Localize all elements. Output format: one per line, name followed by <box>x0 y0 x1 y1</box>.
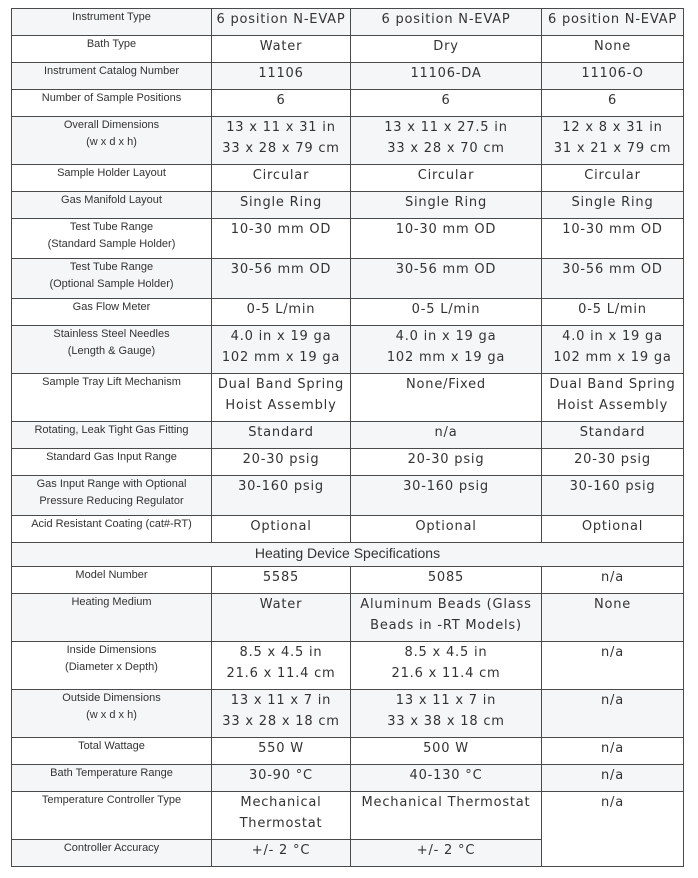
label-catalog-number: Instrument Catalog Number <box>12 63 212 90</box>
cell-manifold-1: Single Ring <box>212 192 351 219</box>
cell-positions-3: 6 <box>542 90 684 117</box>
cell-catalog-3: 11106-O <box>542 63 684 90</box>
cell-medium-1-line1: Water <box>259 597 303 612</box>
cell-medium-2-line1: Aluminum Beads (Glass <box>360 597 532 612</box>
cell-gas-std-3: 20-30 psig <box>542 449 684 476</box>
cell-bath-2: Dry <box>351 36 542 63</box>
cell-bath-1: Water <box>212 36 351 63</box>
label-outside-dimensions-line1: Outside Dimensions <box>62 692 161 704</box>
label-gas-input-optional-line2: Pressure Reducing Regulator <box>39 495 184 507</box>
cell-inside-1-in: 8.5 x 4.5 in <box>239 645 323 660</box>
row-total-wattage <box>12 738 684 765</box>
cell-dims-3-cm: 31 x 21 x 79 cm <box>553 141 672 156</box>
cell-manifold-2: Single Ring <box>351 192 542 219</box>
label-overall-dimensions-line1: Overall Dimensions <box>63 119 160 131</box>
cell-needles-2 <box>351 326 542 374</box>
cell-controller-1-line2: Thermostat <box>239 816 323 831</box>
label-inside-dimensions-line1: Inside Dimensions <box>66 644 157 656</box>
cell-inside-2-cm: 21.6 x 11.4 cm <box>391 666 501 681</box>
cell-temp-1: 30-90 °C <box>212 765 351 792</box>
cell-controller-3-line1: n/a <box>601 795 624 810</box>
cell-accuracy-2: +/- 2 °C <box>351 840 542 867</box>
cell-temp-3: n/a <box>542 765 684 792</box>
cell-wattage-3: n/a <box>542 738 684 765</box>
label-gas-input-standard: Standard Gas Input Range <box>12 449 212 476</box>
label-test-tube-standard <box>12 219 212 259</box>
cell-catalog-1: 11106 <box>212 63 351 90</box>
row-model-number <box>12 567 684 594</box>
cell-medium-1 <box>212 594 351 642</box>
label-stainless-needles-line2: (Length & Gauge) <box>67 345 156 357</box>
label-stainless-needles <box>12 326 212 374</box>
label-heating-medium: Heating Medium <box>12 594 212 642</box>
label-inside-dimensions-line2: (Diameter x Depth) <box>65 661 158 673</box>
label-outside-dimensions-line2: (w x d x h) <box>86 709 137 721</box>
cell-outside-1-cm: 33 x 28 x 18 cm <box>222 714 340 729</box>
label-instrument-type: Instrument Type <box>12 9 212 36</box>
heating-section-title: Heating Device Specifications <box>12 543 684 567</box>
row-heating-section <box>12 543 684 567</box>
cell-medium-2 <box>351 594 542 642</box>
cell-gas-std-2: 20-30 psig <box>351 449 542 476</box>
cell-lift-3-line2: Hoist Assembly <box>556 398 669 413</box>
cell-lift-3-line1: Dual Band Spring <box>549 377 676 392</box>
label-tray-lift: Sample Tray Lift Mechanism <box>12 374 212 422</box>
label-test-tube-optional <box>12 259 212 299</box>
cell-flow-3: 0-5 L/min <box>542 299 684 326</box>
cell-holder-3: Circular <box>542 165 684 192</box>
row-bath-temperature <box>12 765 684 792</box>
cell-needles-3 <box>542 326 684 374</box>
label-gas-input-optional-line1: Gas Input Range with Optional <box>36 478 187 490</box>
cell-needles-3-in: 4.0 in x 19 ga <box>562 329 663 344</box>
cell-lift-1 <box>212 374 351 422</box>
cell-controller-2-line1: Mechanical Thermostat <box>361 795 531 810</box>
cell-coating-1: Optional <box>212 516 351 543</box>
cell-inside-3 <box>542 642 684 690</box>
cell-dims-2-in: 13 x 11 x 27.5 in <box>384 120 508 135</box>
row-stainless-needles <box>12 326 684 374</box>
cell-tube-opt-1: 30-56 mm OD <box>212 259 351 299</box>
label-controller-type: Temperature Controller Type <box>12 792 212 840</box>
label-test-tube-optional-line2: (Optional Sample Holder) <box>49 278 174 290</box>
label-model-number: Model Number <box>12 567 212 594</box>
cell-needles-2-mm: 102 mm x 19 ga <box>386 350 506 365</box>
row-test-tube-standard <box>12 219 684 259</box>
cell-tube-std-2: 10-30 mm OD <box>351 219 542 259</box>
row-test-tube-optional <box>12 259 684 299</box>
cell-dims-2 <box>351 117 542 165</box>
row-gas-input-optional <box>12 476 684 516</box>
cell-positions-1: 6 <box>212 90 351 117</box>
row-gas-flow-meter <box>12 299 684 326</box>
cell-gas-opt-1: 30-160 psig <box>212 476 351 516</box>
cell-outside-2-in: 13 x 11 x 7 in <box>395 693 497 708</box>
cell-medium-2-line2: Beads in -RT Models) <box>370 618 522 633</box>
label-overall-dimensions-line2: (w x d x h) <box>86 136 137 148</box>
label-inside-dimensions <box>12 642 212 690</box>
cell-positions-2: 6 <box>351 90 542 117</box>
row-inside-dimensions <box>12 642 684 690</box>
row-gas-input-standard <box>12 449 684 476</box>
cell-coating-2: Optional <box>351 516 542 543</box>
cell-outside-3-line1: n/a <box>601 693 624 708</box>
cell-tube-opt-3: 30-56 mm OD <box>542 259 684 299</box>
label-gas-input-optional <box>12 476 212 516</box>
row-sample-holder-layout <box>12 165 684 192</box>
cell-inside-2-in: 8.5 x 4.5 in <box>404 645 488 660</box>
cell-dims-1 <box>212 117 351 165</box>
label-overall-dimensions <box>12 117 212 165</box>
cell-model-3: n/a <box>542 567 684 594</box>
cell-holder-1: Circular <box>212 165 351 192</box>
cell-bath-3: None <box>542 36 684 63</box>
cell-outside-2 <box>351 690 542 738</box>
cell-lift-1-line1: Dual Band Spring <box>217 377 345 392</box>
row-bath-type <box>12 36 684 63</box>
spec-table <box>11 8 684 867</box>
cell-lift-2-line1: None/Fixed <box>406 377 486 392</box>
cell-needles-1 <box>212 326 351 374</box>
cell-gas-opt-2: 30-160 psig <box>351 476 542 516</box>
cell-controller-1-line1: Mechanical <box>240 795 322 810</box>
cell-controller-1 <box>212 792 351 840</box>
label-gas-flow-meter: Gas Flow Meter <box>12 299 212 326</box>
label-controller-accuracy: Controller Accuracy <box>12 840 212 867</box>
cell-lift-3 <box>542 374 684 422</box>
cell-dims-3 <box>542 117 684 165</box>
cell-dims-1-cm: 33 x 28 x 79 cm <box>222 141 340 156</box>
cell-type-1: 6 position N-EVAP <box>212 9 351 36</box>
cell-accuracy-1: +/- 2 °C <box>212 840 351 867</box>
cell-needles-3-mm: 102 mm x 19 ga <box>553 350 672 365</box>
cell-fitting-2: n/a <box>351 422 542 449</box>
cell-needles-1-mm: 102 mm x 19 ga <box>221 350 341 365</box>
cell-dims-2-cm: 33 x 28 x 70 cm <box>387 141 505 156</box>
cell-inside-1-cm: 21.6 x 11.4 cm <box>226 666 336 681</box>
cell-inside-1 <box>212 642 351 690</box>
label-bath-temperature: Bath Temperature Range <box>12 765 212 792</box>
cell-controller-3 <box>542 792 684 867</box>
label-outside-dimensions <box>12 690 212 738</box>
cell-catalog-2: 11106-DA <box>351 63 542 90</box>
cell-inside-3-line1: n/a <box>601 645 624 660</box>
label-sample-positions: Number of Sample Positions <box>12 90 212 117</box>
row-outside-dimensions <box>12 690 684 738</box>
row-tray-lift <box>12 374 684 422</box>
cell-outside-2-cm: 33 x 38 x 18 cm <box>387 714 505 729</box>
cell-tube-std-3: 10-30 mm OD <box>542 219 684 259</box>
cell-flow-1: 0-5 L/min <box>212 299 351 326</box>
cell-dims-3-in: 12 x 8 x 31 in <box>562 120 663 135</box>
row-acid-coating <box>12 516 684 543</box>
cell-tube-opt-2: 30-56 mm OD <box>351 259 542 299</box>
cell-lift-2 <box>351 374 542 422</box>
label-acid-coating: Acid Resistant Coating (cat#-RT) <box>12 516 212 543</box>
cell-flow-2: 0-5 L/min <box>351 299 542 326</box>
row-controller-type <box>12 792 684 840</box>
label-gas-fitting: Rotating, Leak Tight Gas Fitting <box>12 422 212 449</box>
label-gas-manifold-layout: Gas Manifold Layout <box>12 192 212 219</box>
cell-manifold-3: Single Ring <box>542 192 684 219</box>
cell-wattage-2: 500 W <box>351 738 542 765</box>
cell-holder-2: Circular <box>351 165 542 192</box>
cell-outside-1 <box>212 690 351 738</box>
cell-temp-2: 40-130 °C <box>351 765 542 792</box>
label-test-tube-standard-line1: Test Tube Range <box>69 221 154 233</box>
row-heating-medium <box>12 594 684 642</box>
cell-fitting-1: Standard <box>212 422 351 449</box>
cell-controller-2 <box>351 792 542 840</box>
label-total-wattage: Total Wattage <box>12 738 212 765</box>
cell-type-3: 6 position N-EVAP <box>542 9 684 36</box>
cell-needles-1-in: 4.0 in x 19 ga <box>230 329 332 344</box>
row-overall-dimensions <box>12 117 684 165</box>
row-sample-positions <box>12 90 684 117</box>
cell-gas-opt-3: 30-160 psig <box>542 476 684 516</box>
cell-lift-1-line2: Hoist Assembly <box>225 398 337 413</box>
label-stainless-needles-line1: Stainless Steel Needles <box>53 328 170 340</box>
cell-outside-3 <box>542 690 684 738</box>
cell-fitting-3: Standard <box>542 422 684 449</box>
cell-outside-1-in: 13 x 11 x 7 in <box>230 693 332 708</box>
row-instrument-type <box>12 9 684 36</box>
row-gas-manifold-layout <box>12 192 684 219</box>
cell-type-2: 6 position N-EVAP <box>351 9 542 36</box>
cell-tube-std-1: 10-30 mm OD <box>212 219 351 259</box>
row-catalog-number <box>12 63 684 90</box>
cell-dims-1-in: 13 x 11 x 31 in <box>226 120 336 135</box>
label-test-tube-standard-line2: (Standard Sample Holder) <box>47 238 176 250</box>
cell-model-2: 5085 <box>351 567 542 594</box>
cell-inside-2 <box>351 642 542 690</box>
label-sample-holder-layout: Sample Holder Layout <box>12 165 212 192</box>
label-bath-type: Bath Type <box>12 36 212 63</box>
cell-model-1: 5585 <box>212 567 351 594</box>
row-gas-fitting <box>12 422 684 449</box>
cell-medium-3 <box>542 594 684 642</box>
cell-gas-std-1: 20-30 psig <box>212 449 351 476</box>
cell-medium-3-line1: None <box>593 597 632 612</box>
cell-needles-2-in: 4.0 in x 19 ga <box>395 329 497 344</box>
label-test-tube-optional-line1: Test Tube Range <box>69 261 154 273</box>
cell-wattage-1: 550 W <box>212 738 351 765</box>
cell-coating-3: Optional <box>542 516 684 543</box>
